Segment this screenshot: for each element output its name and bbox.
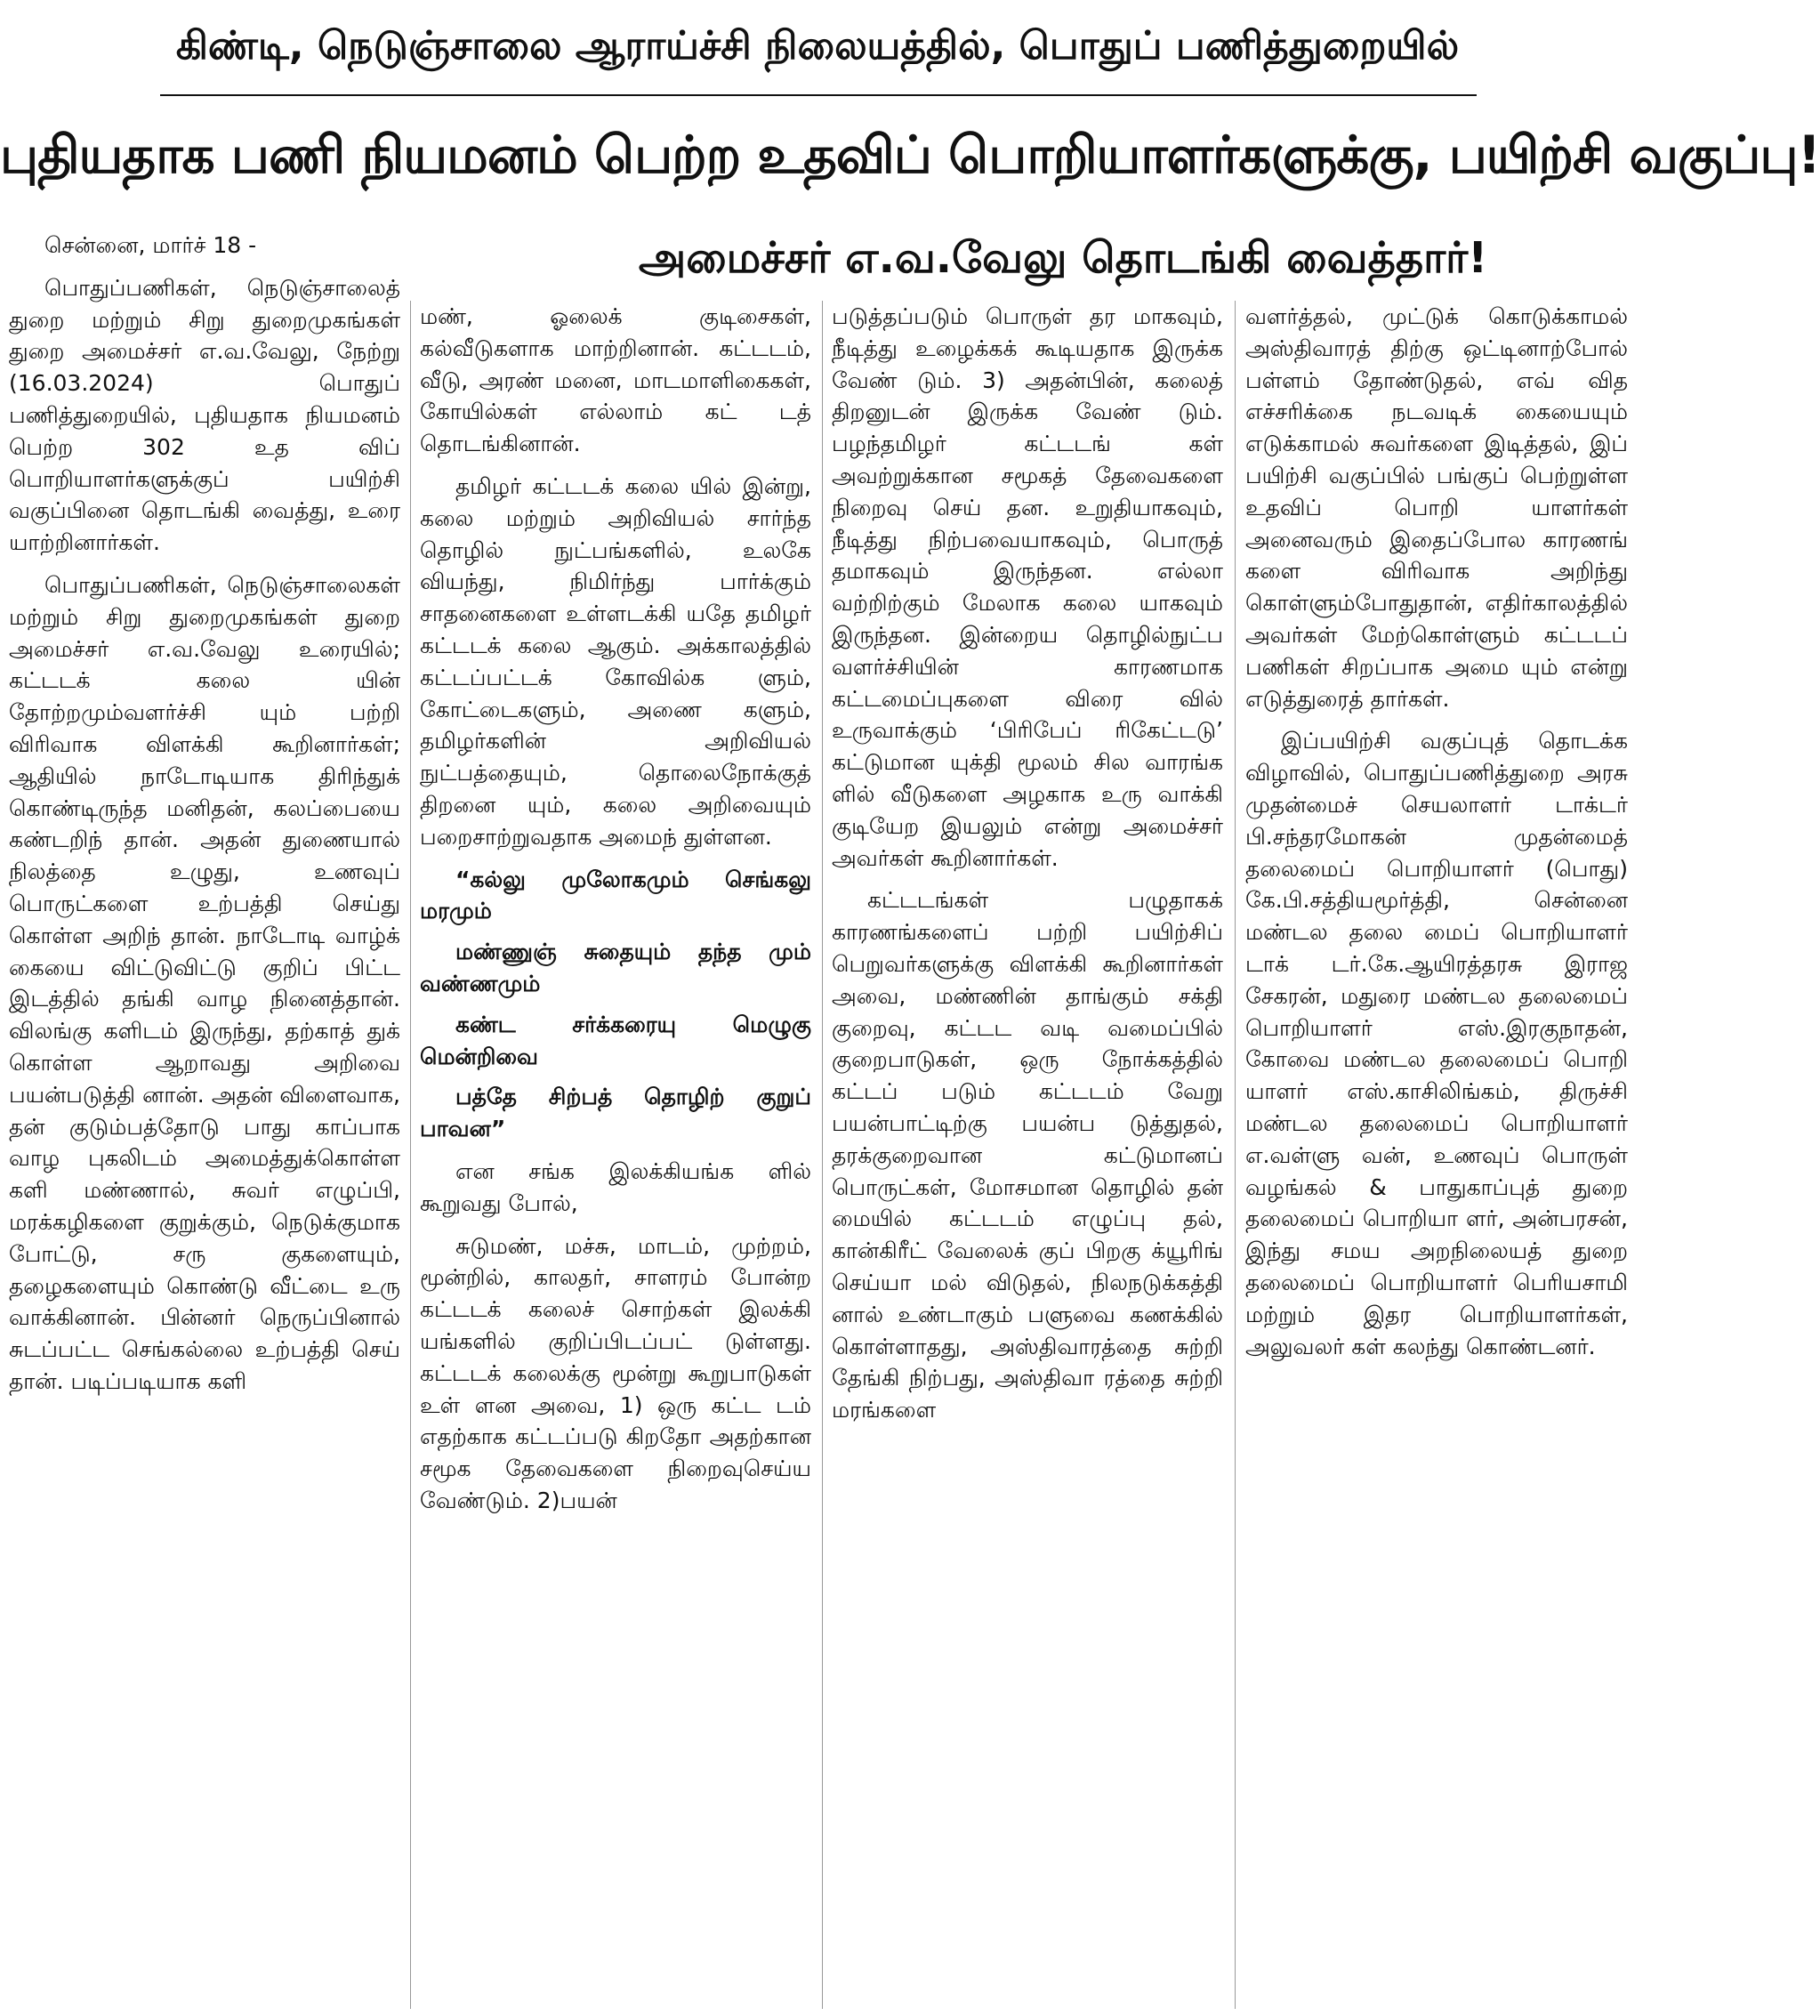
verse-line: மண்ணுஞ் சுதையும் தந்த மும் வண்ணமும் xyxy=(420,939,811,996)
column-gutter-2 xyxy=(822,301,823,2009)
paragraph: கட்டடங்கள் பழுதாகக் காரணங்களைப் பற்றி பயிற்சிப் பெறுவர்களுக்கு விளக்கி கூறினார்கள் அவை, மண்ணின் தாங்கும் சக்தி குறைவு, கட்டட வடி வமைப்பில் குறைபாடுகள், ஒரு நோக்கத்தில் கட்டப் படும் கட்டடம் வேறு பயன்பாட்டிற்கு பயன்ப டுத்துதல், தரக்குறைவான கட்டுமானப் பொருட்கள், மோசமான தொழில் தன் மையில் கட்டடம் எழுப்பு தல், கான்கிரீட் வேலைக் குப் பிறகு க்யூரிங் செய்யா மல் விடுதல், நிலநடுக்கத்தி னால் உண்டாகும் பளுவை கணக்கில் கொள்ளாதது, அஸ்திவாரத்தை சுற்றி தேங்கி நிற்பது, அஸ்திவா ரத்தை சுற்றி மரங்களை xyxy=(832,887,1223,1423)
verse-line: பத்தே சிற்பத் தொழிற் குறுப் பாவன” xyxy=(420,1084,811,1142)
paragraph: வளர்த்தல், முட்டுக் கொடுக்காமல் அஸ்திவாரத் திற்கு ஒட்டினாற்போல் பள்ளம் தோண்டுதல், எவ் வித எச்சரிக்கை நடவடிக் கையையும் எடுக்காமல் சுவர்களை இடித்தல், இப் பயிற்சி வகுப்பில் பங்குப் பெற்றுள்ள உதவிப் பொறி யாளர்கள் அனைவரும் இதைப்போல காரணங் களை விரிவாக அறிந்து கொள்ளும்போதுதான், எதிர்காலத்தில் அவர்கள் மேற்கொள்ளும் கட்டடப் பணிகள் சிறப்பாக அமை யும் என்று எடுத்துரைத் தார்கள். xyxy=(1245,303,1628,712)
article-column-2 xyxy=(420,301,811,2009)
paragraph: சுடுமண், மச்சு, மாடம், முற்றம், மூன்றில், காலதர், சாளரம் போன்ற கட்டடக் கலைச் சொற்கள் இலக்கி யங்களில் குறிப்பிடப்பட் டுள்ளது. கட்டடக் கலைக்கு மூன்று கூறுபாடுகள் உள் ளன அவை, 1) ஒரு கட்ட டம் எதற்காக கட்டப்படு கிறதோ அதற்கான சமூக தேவைகளை நிறைவுசெய்ய வேண்டும். 2)பயன் xyxy=(420,1232,811,1513)
paragraph: இப்பயிற்சி வகுப்புத் தொடக்க விழாவில், பொதுப்பணித்துறை அரசு முதன்மைச் செயலாளர் டாக்டர் பி.சந்தரமோகன் முதன்மைத் தலைமைப் பொறியாளர் (பொது) கே.பி.சத்தியமூர்த்தி, சென்னை மண்டல தலை மைப் பொறியாளர் டாக் டர்.கே.ஆயிரத்தரசு இராஜ சேகரன், மதுரை மண்டல தலைமைப் பொறியாளர் எஸ்.இரகுநாதன், கோவை மண்டல தலைமைப் பொறி யாளர் எஸ்.காசிலிங்கம், திருச்சி மண்டல தலைமைப் பொறியாளர் எ.வள்ளு வன், உணவுப் பொருள் வழங்கல் & பாதுகாப்புத் துறை தலைமைப் பொறியா ளர், அன்பரசன், இந்து சமய அறநிலையத் துறை தலைமைப் பொறியாளர் பெரியசாமி மற்றும் இதர பொறியாளர்கள், அலுவலர் கள் கலந்து கொண்டனர். xyxy=(1245,728,1628,1359)
verse-line: கண்ட சர்க்கரையு மெழுகு மென்றிவை xyxy=(420,1011,811,1069)
article-column-1 xyxy=(9,230,400,2009)
main-headline: புதியதாக பணி நியமனம் பெற்ற உதவிப் பொறியாளர்களுக்கு, பயிற்சி வகுப்பு! xyxy=(0,125,1820,185)
article-column-4 xyxy=(1245,301,1628,2009)
paragraph: பொதுப்பணிகள், நெடுஞ்சாலைகள் மற்றும் சிறு துறைமுகங்கள் துறை அமைச்சர் எ.வ.வேலு உரையில்; கட்டடக் கலை யின் தோற்றமும்வளர்ச்சி யும் பற்றி விரிவாக விளக்கி கூறினார்கள்; ஆதியில் நாடோடியாக திரிந்துக் கொண்டிருந்த மனிதன், கலப்பையை கண்டறிந் தான். அதன் துணையால் நிலத்தை உழுது, உணவுப் பொருட்களை உற்பத்தி செய்து கொள்ள அறிந் தான். நாடோடி வாழ்க் கையை விட்டுவிட்டு குறிப் பிட்ட இடத்தில் தங்கி வாழ நினைத்தான். விலங்கு களிடம் இருந்து, தற்காத் துக் கொள்ள ஆறாவது அறிவை பயன்படுத்தி னான். அதன் விளைவாக, தன் குடும்பத்தோடு பாது காப்பாக வாழ புகலிடம் அமைத்துக்கொள்ள களி மண்ணால், சுவர் எழுப்பி, மரக்கழிகளை குறுக்கும், நெடுக்குமாக போட்டு, சரு குகளையும், தழைகளையும் கொண்டு வீட்டை உரு வாக்கினான். பின்னர் நெருப்பினால் சுடப்பட்ட செங்கல்லை உற்பத்தி செய் தான். படிப்படியாக களி xyxy=(9,571,400,1394)
column-gutter-3 xyxy=(1235,301,1236,2009)
verse-quote xyxy=(420,864,811,1145)
article-column-3 xyxy=(832,301,1223,2009)
paragraph: படுத்தப்படும் பொருள் தர மாகவும், நீடித்து உழைக்கக் கூடியதாக இருக்க வேண் டும். 3) அதன்பின், கலைத் திறனுடன் இருக்க வேண் டும். பழந்தமிழர் கட்டடங் கள் அவற்றுக்கான சமூகத் தேவைகளை நிறைவு செய் தன. உறுதியாகவும், நீடித்து நிற்பவையாகவும், பொருத் தமாகவும் இருந்தன. எல்லா வற்றிற்கும் மேலாக கலை யாகவும் இருந்தன. இன்றைய தொழில்நுட்ப வளர்ச்சியின் காரணமாக கட்டமைப்புகளை விரை வில் உருவாக்கும் ‘பிரிபேப் ரிகேட்டடு’ கட்டுமான யுக்தி மூலம் சில வாரங்க ளில் வீடுகளை அழகாக உரு வாக்கி குடியேற இயலும் என்று அமைச்சர் அவர்கள் கூறினார்கள். xyxy=(832,303,1223,871)
verse-line: “கல்லு முலோகமும் செங்கலு மரமும் xyxy=(420,866,811,924)
paragraph: என சங்க இலக்கியங்க ளில் கூறுவது போல், xyxy=(420,1157,811,1216)
paragraph: தமிழர் கட்டடக் கலை யில் இன்று, கலை மற்றும் அறிவியல் சார்ந்த தொழில் நுட்பங்களில், உலகே வியந்து, நிமிர்ந்து பார்க்கும் சாதனைகளை உள்ளடக்கி யதே தமிழர் கட்டடக் கலை ஆகும். அக்காலத்தில் கட்டப்பட்டக் கோவில்க ளும், கோட்டைகளும், அணை களும், தமிழர்களின் அறிவியல் நுட்பத்தையும், தொலைநோக்குத் திறனை யும், கலை அறிவையும் பறைசாற்றுவதாக அமைந் துள்ளன. xyxy=(420,472,811,850)
paragraph: மண், ஓலைக் குடிசைகள், கல்வீடுகளாக மாற்றினான். கட்டடம், வீடு, அரண் மனை, மாடமாளிகைகள், கோயில்கள் எல்லாம் கட் டத் தொடங்கினான். xyxy=(420,303,811,457)
kicker-headline: கிண்டி, நெடுஞ்சாலை ஆராய்ச்சி நிலையத்தில், பொதுப் பணித்துறையில் xyxy=(175,23,1460,69)
dateline: சென்னை, மார்ச் 18 - xyxy=(44,232,257,258)
kicker-rule xyxy=(160,94,1477,96)
paragraph: பொதுப்பணிகள், நெடுஞ்சாலைத் துறை மற்றும் சிறு துறைமுகங்கள் துறை அமைச்சர் எ.வ.வேலு, நேற்று (16.03.2024) பொதுப் பணித்துறையில், புதியதாக நியமனம் பெற்ற 302 உத விப் பொறியாளர்களுக்குப் பயிற்சி வகுப்பினை தொடங்கி வைத்து, உரை யாற்றினார்கள். xyxy=(9,274,400,556)
column-gutter-1 xyxy=(410,301,411,2009)
sub-headline: அமைச்சர் எ.வ.வேலு தொடங்கி வைத்தார்! xyxy=(638,233,1488,283)
